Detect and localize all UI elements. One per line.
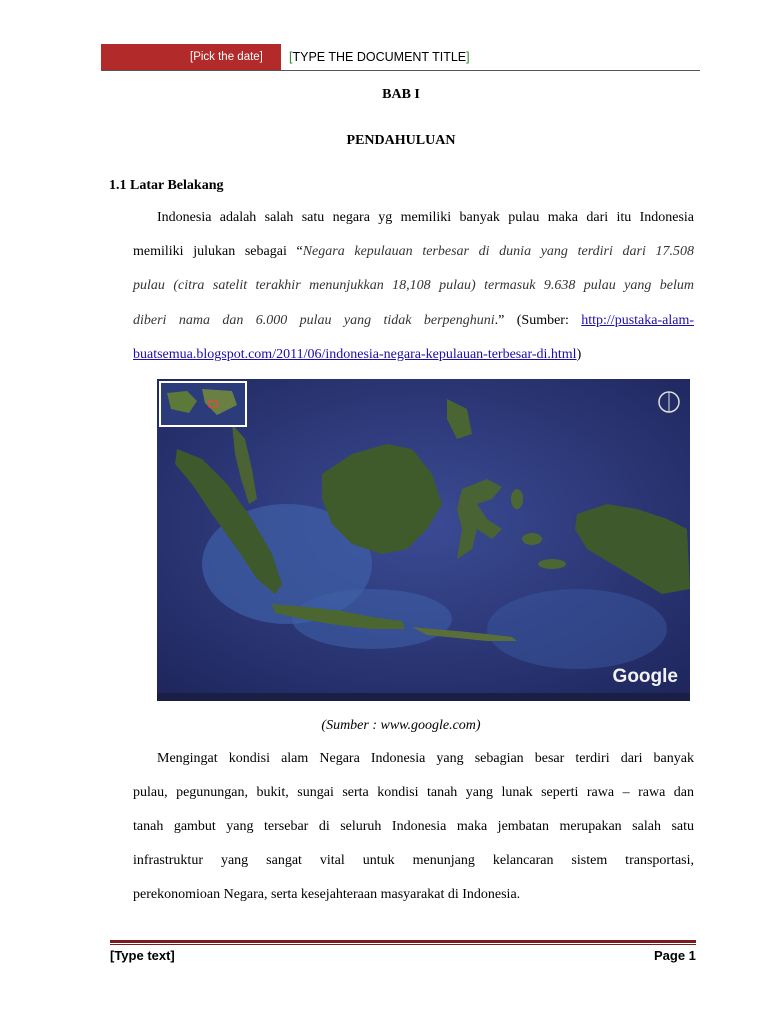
paragraph-line: perekonomioan Negara, serta kesejahteraan masyarakat di Indonesia. [133, 887, 521, 902]
paragraph-line: pulau, pegunungan, bukit, sungai serta kondisi tanah yang lunak seperti rawa – rawa dan [133, 785, 694, 800]
paragraph-line [133, 244, 694, 260]
header-title-text: TYPE THE DOCUMENT TITLE [292, 50, 467, 64]
quote-italic: Negara kepulauan terbesar di dunia yang terdiri dari 17.508 [302, 244, 694, 259]
header-document-title[interactable] [289, 50, 470, 64]
header-title-close-bracket: ] [466, 50, 470, 64]
google-logo: Google [612, 666, 678, 687]
paragraph-line: tanah gambut yang tersebar di seluruh Indonesia maka jembatan merupakan salah satu [133, 819, 694, 834]
paragraph-line [133, 347, 694, 363]
indonesia-satellite-map [157, 379, 690, 701]
quote-italic: diberi nama dan 6.000 pulau yang tidak berpenghuni [133, 313, 495, 328]
paragraph-line: Indonesia adalah salah satu negara yg memiliki banyak pulau maka dari itu Indonesia [157, 210, 694, 225]
paragraph-line [133, 313, 694, 329]
figure-caption: (Sumber : www.google.com) [321, 718, 481, 733]
paragraph-line: Mengingat kondisi alam Negara Indonesia yang sebagian besar terdiri dari banyak [157, 751, 694, 766]
header-date-placeholder[interactable]: [Pick the date] [190, 51, 263, 63]
section-heading: 1.1 Latar Belakang [109, 178, 224, 193]
paragraph-line: infrastruktur yang sangat vital untuk menunjang kelancaran sistem transportasi, [133, 853, 694, 868]
header-title-open-bracket: [ [289, 50, 293, 64]
paragraph-text: .” (Sumber: [494, 313, 582, 328]
header-divider [101, 70, 700, 71]
footer-divider-thin [110, 944, 696, 945]
map-graphic [157, 379, 690, 701]
footer-divider [110, 940, 696, 943]
source-link[interactable]: http://pustaka-alam- [581, 313, 694, 328]
page-number: Page 1 [654, 948, 696, 963]
chapter-title: PENDAHULUAN [346, 133, 456, 148]
paragraph-text: memiliki julukan sebagai “ [133, 244, 303, 259]
chapter-number: BAB I [382, 87, 420, 102]
quote-italic-line: pulau (citra satelit terakhir menunjukkan 18,108 pulau) termasuk 9.638 pulau yang belum [133, 278, 694, 293]
footer-text-placeholder[interactable]: [Type text] [110, 948, 175, 963]
paragraph-text: ) [576, 347, 582, 362]
source-link[interactable]: buatsemua.blogspot.com/2011/06/indonesia-negara-kepulauan-terbesar-di.html [133, 347, 577, 362]
